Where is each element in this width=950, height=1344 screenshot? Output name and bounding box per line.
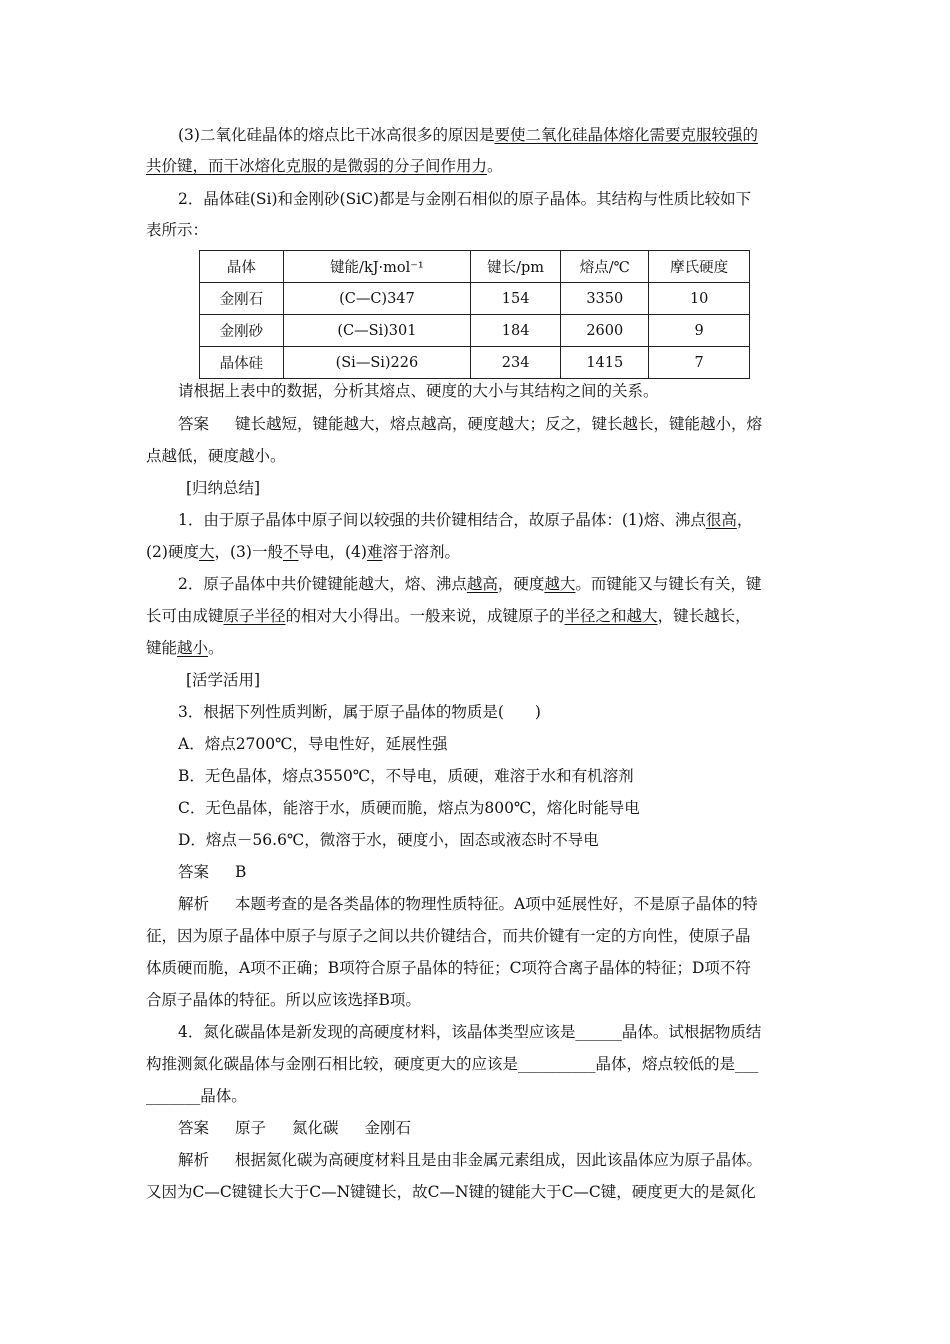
- fill-answer: 很高: [705, 511, 737, 529]
- table-header-row: [200, 251, 750, 283]
- answer-label: 答案: [178, 415, 210, 433]
- crystal-property-table: [199, 250, 750, 379]
- answer-label: 答案: [178, 1119, 210, 1137]
- fill-answer: 半径之和越大: [564, 607, 658, 625]
- table-cell: 10: [649, 283, 750, 315]
- fill-answer: 原子半径: [223, 607, 286, 625]
- option-a: A．熔点2700℃，导电性好，延展性强: [178, 735, 448, 753]
- table-row: [200, 315, 750, 347]
- table-cell: 1415: [561, 347, 649, 379]
- fill-answer: 越大: [544, 575, 576, 593]
- table-cell: 晶体硅: [200, 347, 284, 379]
- table-cell: 9: [649, 315, 750, 347]
- table-header-cell: 摩氏硬度: [649, 251, 750, 283]
- summary-heading: [归纳总结]: [186, 479, 261, 497]
- table-cell: 7: [649, 347, 750, 379]
- table-cell: (Si—Si)226: [283, 347, 470, 379]
- summary-point-2-line-2: 长可由成键原子半径的相对大小得出。一般来说，成键原子的半径之和越大，键长越长，: [146, 607, 751, 625]
- question-3: 3．根据下列性质判断，属于原子晶体的物质是( ): [178, 703, 541, 721]
- table-header-cell: 键能/kJ·mol⁻¹: [283, 251, 470, 283]
- table-header-cell: 晶体: [200, 251, 284, 283]
- intro-line-2: 共价键，而干冰熔化克服的是微弱的分子间作用力。: [146, 157, 503, 175]
- fill-answer: 越高: [466, 575, 498, 593]
- table-cell: 2600: [561, 315, 649, 347]
- question-4-explanation-line-2: 又因为C—C键键长大于C—N键键长，故C—N键的键能大于C—C键，硬度更大的是氮化: [146, 1183, 756, 1201]
- fill-answer: 越小: [177, 639, 209, 657]
- intro-text: (3)二氧化硅晶体的熔点比干冰高很多的原因是: [178, 126, 495, 144]
- intro-line-1: [178, 124, 808, 146]
- table-question: 请根据上表中的数据，分析其熔点、硬度的大小与其结构之间的关系。: [178, 382, 659, 400]
- table-cell: (C—C)347: [283, 283, 470, 315]
- table-cell: 184: [471, 315, 561, 347]
- table-header-cell: 熔点/℃: [561, 251, 649, 283]
- intro-underlined-answer: 要使二氧化硅晶体熔化需要克服较强的: [494, 126, 758, 144]
- question-4-answer: 答案 原子 氮化碳 金刚石: [178, 1119, 412, 1137]
- summary-point-2-line-1: 2．原子晶体中共价键键能越大，熔、沸点越高，硬度越大。而键能又与键长有关，键: [178, 575, 762, 593]
- answer-label: 答案: [178, 863, 210, 881]
- question-3-answer: 答案 B: [178, 863, 247, 881]
- question-4-line-1: 4．氮化碳晶体是新发现的高硬度材料，该晶体类型应该是______晶体。试根据物质结: [178, 1023, 762, 1041]
- question-3-explanation-line-4: 合原子晶体的特征。所以应该选择B项。: [146, 991, 421, 1009]
- answer-line-2: 点越低，硬度越小。: [146, 447, 286, 465]
- table-row: [200, 347, 750, 379]
- question-4-line-3: _______晶体。: [146, 1087, 247, 1105]
- summary-point-1-line-2: (2)硬度大，(3)一般不导电，(4)难溶于溶剂。: [146, 543, 460, 561]
- question-4-line-2: 构推测氮化碳晶体与金刚石相比较，硬度更大的应该是__________晶体，熔点较低的是___: [146, 1055, 759, 1073]
- option-d: D．熔点－56.6℃，微溶于水，硬度小，固态或液态时不导电: [178, 831, 599, 849]
- table-cell: 234: [471, 347, 561, 379]
- explanation-label: 解析: [178, 1151, 210, 1169]
- table-cell: (C—Si)301: [283, 315, 470, 347]
- question-4-explanation-line-1: 解析 根据氮化碳为高硬度材料且是由非金属元素组成，因此该晶体应为原子晶体。: [178, 1151, 763, 1169]
- table-cell: 154: [471, 283, 561, 315]
- table-cell: 金刚砂: [200, 315, 284, 347]
- fill-answer: 不: [282, 543, 299, 561]
- explanation-label: 解析: [178, 895, 210, 913]
- table-cell: 金刚石: [200, 283, 284, 315]
- question-2-line-2: 表所示：: [146, 221, 209, 239]
- table-row: [200, 283, 750, 315]
- table-cell: 3350: [561, 283, 649, 315]
- fill-answer: 大: [198, 543, 215, 561]
- question-3-explanation-line-3: 体质硬而脆，A项不正确；B项符合原子晶体的特征；C项符合离子晶体的特征；D项不符: [146, 959, 751, 977]
- summary-point-1-line-1: 1．由于原子晶体中原子间以较强的共价键相结合，故原子晶体：(1)熔、沸点很高，: [178, 511, 753, 529]
- intro-underlined-answer-cont: 共价键，而干冰熔化克服的是微弱的分子间作用力: [146, 157, 488, 175]
- option-b: B．无色晶体，熔点3550℃，不导电，质硬，难溶于水和有机溶剂: [178, 767, 634, 785]
- option-c: C．无色晶体，能溶于水，质硬而脆，熔点为800℃，熔化时能导电: [178, 799, 640, 817]
- fill-answer: 难: [366, 543, 383, 561]
- answer-line-1: 答案 键长越短，键能越大，熔点越高，硬度越大；反之，键长越长，键能越小，熔: [178, 415, 763, 433]
- question-3-explanation-line-2: 征，因为原子晶体中原子与原子之间以共价键结合，而共价键有一定的方向性，使原子晶: [146, 927, 751, 945]
- summary-point-2-line-3: 键能越小。: [146, 639, 224, 657]
- question-2-line-1: 2．晶体硅(Si)和金刚砂(SiC)都是与金刚石相似的原子晶体。其结构与性质比较如下: [178, 190, 752, 208]
- practice-heading: [活学活用]: [186, 671, 261, 689]
- question-3-explanation-line-1: 解析 本题考查的是各类晶体的物理性质特征。A项中延展性好，不是原子晶体的特: [178, 895, 758, 913]
- table-header-cell: 键长/pm: [471, 251, 561, 283]
